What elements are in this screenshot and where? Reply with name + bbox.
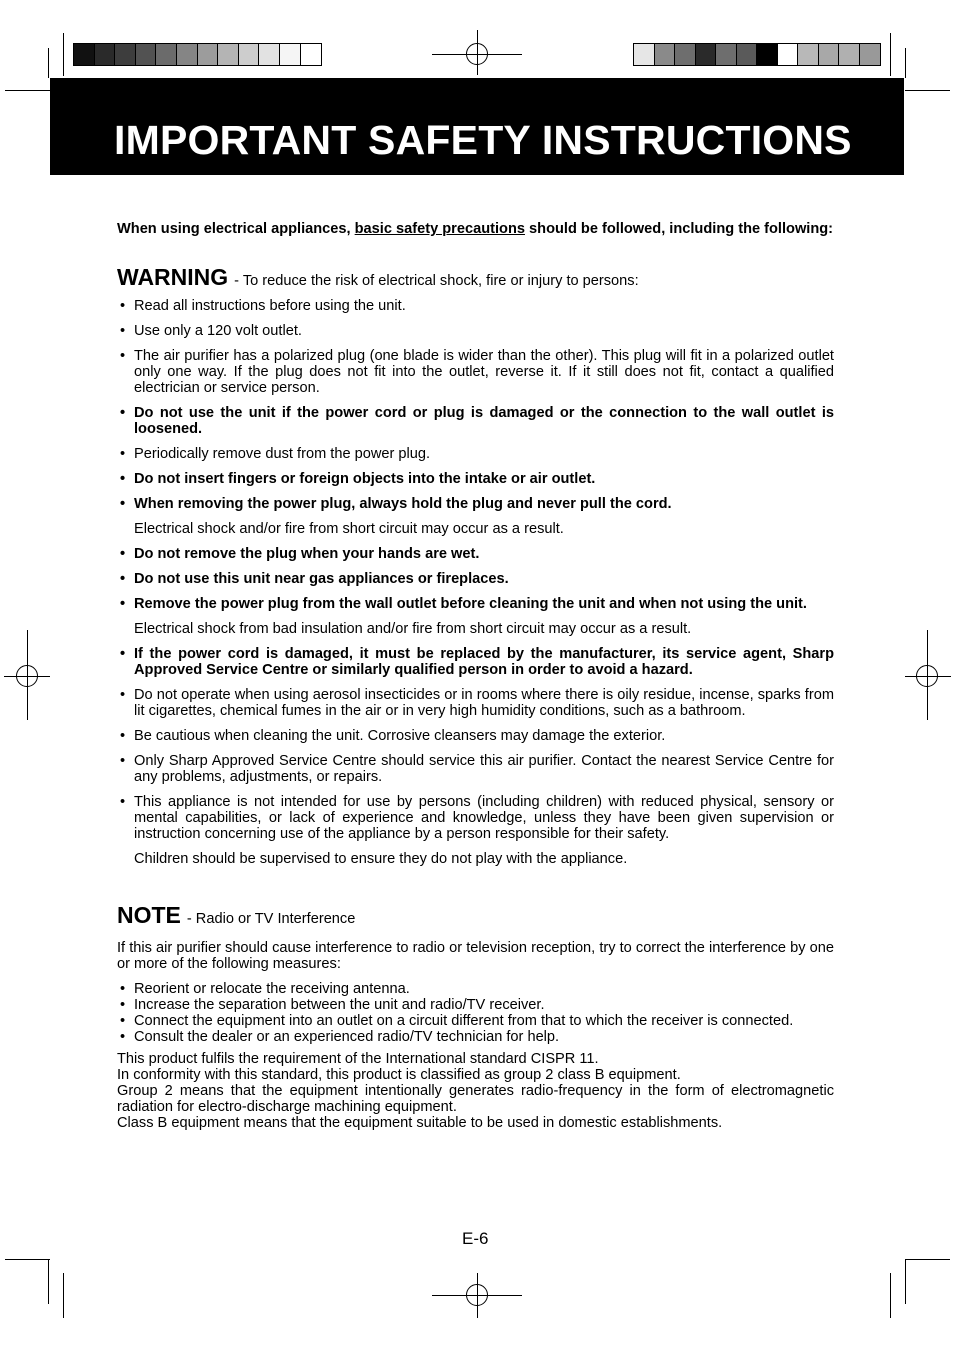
color-swatch [74, 44, 95, 65]
crop-mark [905, 48, 906, 78]
bullet-icon: • [120, 471, 126, 487]
warning-item-text: Do not use this unit near gas appliances or fireplaces. [134, 571, 509, 587]
warning-list [117, 298, 834, 867]
color-swatch [177, 44, 198, 65]
bullet-icon: • [120, 446, 126, 462]
note-item-text: Increase the separation between the unit and radio/TV receiver. [134, 997, 545, 1013]
bullet-icon: • [120, 596, 126, 612]
warning-item-text: When removing the power plug, always hold the plug and never pull the cord. [134, 496, 672, 512]
warning-item-text: Use only a 120 volt outlet. [134, 323, 302, 339]
note-intro: If this air purifier should cause interference to radio or television reception, try to correct the interference by one or more of the following measures: [117, 940, 834, 972]
note-item [117, 981, 834, 997]
warning-item [117, 446, 834, 462]
warning-item [117, 323, 834, 339]
intro-paragraph [117, 221, 834, 237]
crop-mark [48, 1259, 49, 1304]
note-subtitle: - Radio or TV Interference [186, 911, 356, 927]
warning-item-text: Remove the power plug from the wall outlet before cleaning the unit and when not using the unit. [134, 596, 807, 612]
crop-mark [5, 90, 50, 91]
color-swatch [198, 44, 219, 65]
bullet-icon: • [120, 687, 126, 703]
note-title: NOTE [117, 902, 181, 928]
warning-item [117, 596, 834, 612]
color-swatch [218, 44, 239, 65]
warning-item [117, 794, 834, 842]
bullet-icon: • [120, 646, 126, 662]
warning-item [117, 298, 834, 314]
warning-item [117, 571, 834, 587]
color-swatch [136, 44, 157, 65]
closing-paragraphs [117, 1051, 834, 1131]
note-item [117, 1013, 834, 1029]
document-body [117, 221, 834, 1131]
bullet-icon: • [120, 997, 126, 1013]
title-banner [50, 78, 904, 175]
crop-mark [5, 1259, 50, 1260]
warning-subtitle: - To reduce the risk of electrical shock, fire or injury to persons: [234, 273, 639, 289]
color-swatch [239, 44, 260, 65]
warning-item [117, 496, 834, 512]
crop-mark [890, 33, 891, 76]
warning-item-text: Do not insert fingers or foreign objects into the intake or air outlet. [134, 471, 596, 487]
note-item-text: Connect the equipment into an outlet on a circuit different from that to which the receiver is connected. [134, 1013, 794, 1029]
bullet-icon: • [120, 728, 126, 744]
bullet-icon: • [120, 753, 126, 769]
warning-item-text: This appliance is not intended for use by persons (including children) with reduced physical, sensory or mental capabilities, or lack of experience and knowledge, unless they have been given supervision or instruction concerning use of the appliance by a person responsible for their safety. [134, 794, 834, 842]
bullet-icon: • [120, 794, 126, 810]
warning-item-text: If the power cord is damaged, it must be replaced by the manufacturer, its service agent, Sharp Approved Service Centre or similarly qualified person in order to avoid a hazard. [134, 646, 834, 678]
warning-item-followup: Children should be supervised to ensure they do not play with the appliance. [134, 851, 628, 867]
color-bar-right [633, 43, 881, 66]
bullet-icon: • [120, 405, 126, 421]
warning-item-followup: Electrical shock from bad insulation and/or fire from short circuit may occur as a result. [134, 621, 692, 637]
color-swatch [860, 44, 880, 65]
warning-heading [117, 265, 834, 289]
crop-mark [48, 48, 49, 78]
bullet-icon: • [120, 981, 126, 997]
registration-mark-icon [477, 30, 478, 75]
warning-item [117, 405, 834, 437]
color-swatch [280, 44, 301, 65]
note-item [117, 997, 834, 1013]
bullet-icon: • [120, 571, 126, 587]
color-swatch [839, 44, 860, 65]
bullet-icon: • [120, 1029, 126, 1045]
crop-mark [905, 1259, 906, 1304]
closing-paragraph: This product fulfils the requirement of the International standard CISPR 11. [117, 1051, 599, 1067]
color-swatch [301, 44, 322, 65]
page-title: IMPORTANT SAFETY INSTRUCTIONS [114, 117, 852, 163]
warning-item-text: The air purifier has a polarized plug (one blade is wider than the other). This plug will fit in a polarized outlet only one way. If the plug does not fit into the outlet, reverse it. If it still does not fit, contact a qualified electrician or service person. [134, 348, 834, 396]
registration-mark-icon [27, 630, 28, 720]
warning-item-followup: Electrical shock and/or fire from short circuit may occur as a result. [134, 521, 564, 537]
intro-underlined-text: basic safety precautions [354, 221, 525, 237]
color-swatch [259, 44, 280, 65]
note-item-text: Consult the dealer or an experienced radio/TV technician for help. [134, 1029, 560, 1045]
bullet-icon: • [120, 546, 126, 562]
color-swatch [778, 44, 799, 65]
color-swatch [737, 44, 758, 65]
registration-mark-icon [927, 630, 928, 720]
note-heading [117, 903, 834, 927]
warning-item [117, 646, 834, 678]
registration-mark-icon [905, 676, 951, 677]
warning-title: WARNING [117, 264, 229, 290]
color-swatch [798, 44, 819, 65]
color-swatch [655, 44, 676, 65]
note-list [117, 981, 834, 1045]
warning-item-text: Do not operate when using aerosol insecticides or in rooms where there is oily residue, incense, sparks from lit cigarettes, chemical fumes in the air or in very high humidity conditions, such as a bathroom. [134, 687, 834, 719]
warning-item-text: Read all instructions before using the unit. [134, 298, 406, 314]
warning-item [117, 728, 834, 744]
bullet-icon: • [120, 1013, 126, 1029]
warning-item-text: Do not use the unit if the power cord or plug is damaged or the connection to the wall outlet is loosened. [134, 405, 834, 437]
registration-mark-icon [477, 1273, 478, 1318]
bullet-icon: • [120, 323, 126, 339]
closing-paragraph: Class B equipment means that the equipment suitable to be used in domestic establishments. [117, 1115, 723, 1131]
warning-item [117, 546, 834, 562]
color-swatch [634, 44, 655, 65]
color-swatch [156, 44, 177, 65]
color-swatch [696, 44, 717, 65]
color-swatch [819, 44, 840, 65]
crop-mark [63, 1273, 64, 1318]
color-swatch [757, 44, 778, 65]
bullet-icon: • [120, 348, 126, 364]
note-item-text: Reorient or relocate the receiving antenna. [134, 981, 410, 997]
color-swatch [675, 44, 696, 65]
crop-mark [905, 90, 950, 91]
note-item [117, 1029, 834, 1045]
page-number: E-6 [462, 1229, 489, 1248]
closing-paragraph: Group 2 means that the equipment intentionally generates radio-frequency in the form of electromagnetic radiation for electro-discharge machining equipment. [117, 1083, 834, 1115]
bullet-icon: • [120, 298, 126, 314]
color-swatch [716, 44, 737, 65]
color-swatch [95, 44, 116, 65]
warning-item [117, 471, 834, 487]
intro-text: should be followed, including the following: [524, 221, 834, 237]
warning-item [117, 753, 834, 785]
warning-item-text: Periodically remove dust from the power plug. [134, 446, 431, 462]
color-bar-left [73, 43, 322, 66]
warning-item-text: Do not remove the plug when your hands are wet. [134, 546, 480, 562]
closing-paragraph: In conformity with this standard, this product is classified as group 2 class B equipment. [117, 1067, 681, 1083]
crop-mark [890, 1273, 891, 1318]
warning-item-text: Only Sharp Approved Service Centre should service this air purifier. Contact the nearest Service Centre for any problems, adjustments, or repairs. [134, 753, 834, 785]
warning-item [117, 687, 834, 719]
color-swatch [115, 44, 136, 65]
crop-mark [63, 33, 64, 76]
warning-item [117, 348, 834, 396]
bullet-icon: • [120, 496, 126, 512]
warning-item-text: Be cautious when cleaning the unit. Corrosive cleansers may damage the exterior. [134, 728, 666, 744]
crop-mark [905, 1259, 950, 1260]
intro-text: When using electrical appliances, [117, 221, 355, 237]
